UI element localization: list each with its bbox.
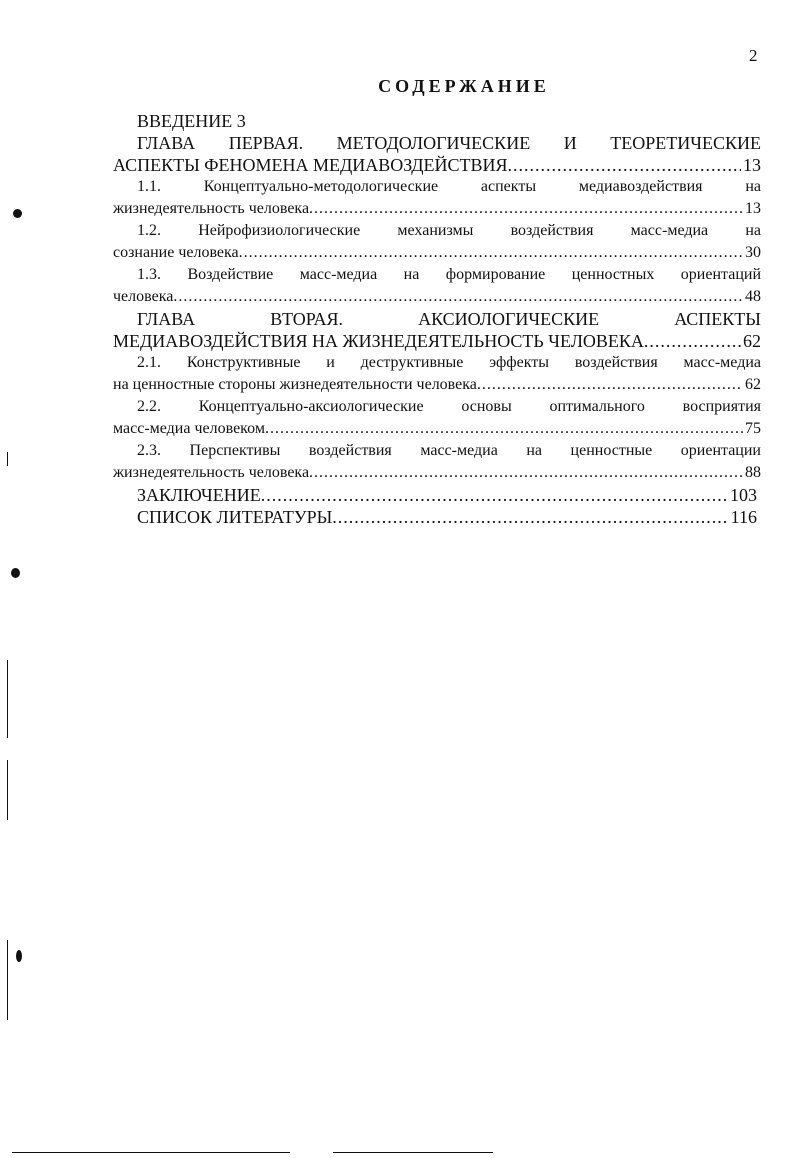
page-title: СОДЕРЖАНИЕ: [378, 76, 550, 96]
toc-entry-chapter-2: МЕДИАВОЗДЕЙСТВИЯ НА ЖИЗНЕДЕЯТЕЛЬНОСТЬ ЧЕЛОВЕКА ..... 62: [113, 330, 761, 352]
scan-edge-line: [7, 660, 8, 738]
scan-bottom-line: [12, 1152, 290, 1153]
toc-page-number: 62: [745, 376, 761, 393]
toc-entry-section-1-3-title: 1.3. Воздействие масс-медиа на формирование ценностных ориентаций: [137, 266, 761, 283]
toc-entry-section-2-1-title: 2.1. Конструктивные и деструктивные эффекты воздействия масс-медиа: [137, 354, 761, 371]
toc-entry-section-2-3-title: 2.3. Перспективы воздействия масс-медиа на ценностные ориентации: [137, 442, 761, 459]
toc-entry-chapter-1: АСПЕКТЫ ФЕНОМЕНА МЕДИАВОЗДЕЙСТВИЯ ..... 13: [113, 154, 761, 176]
toc-entry-section-2-2: масс-медиа человеком ..... 75: [113, 418, 761, 440]
page-number: 2: [749, 46, 758, 65]
toc-entry-chapter-2-title: ГЛАВА ВТОРАЯ. АКСИОЛОГИЧЕСКИЕ АСПЕКТЫ: [137, 309, 761, 329]
toc-entry-section-1-1: жизнедеятельность человека ..... 13: [113, 198, 761, 220]
toc-entry-conclusion: ЗАКЛЮЧЕНИЕ ..... 103: [113, 484, 757, 506]
scan-edge-line: [7, 760, 8, 820]
scan-bottom-line: [333, 1152, 493, 1153]
toc-entry-section-2-2-title: 2.2. Концептуально-аксиологические основы оптимального восприятия: [137, 398, 761, 415]
toc-page-number: 75: [745, 420, 761, 437]
toc-page-number: 88: [745, 464, 761, 481]
table-of-contents: [113, 110, 761, 528]
scan-speck: [13, 209, 22, 218]
scan-speck: [11, 568, 20, 578]
toc-entry-section-1-1-title: 1.1. Концептуально-методологические аспекты медиавоздействия на: [137, 178, 761, 195]
toc-page-number: 62: [743, 331, 761, 351]
toc-entry-section-1-2: сознание человека ..... 30: [113, 242, 761, 264]
scan-speck: [16, 950, 22, 962]
toc-page-number: 13: [743, 155, 761, 175]
toc-entry-section-1-2-title: 1.2. Нейрофизиологические механизмы воздействия масс-медиа на: [137, 222, 761, 239]
toc-page-number: 48: [745, 288, 761, 305]
toc-entry-introduction: ВВЕДЕНИЕ 3: [137, 111, 246, 131]
toc-page-number: 116: [730, 507, 757, 527]
toc-page-number: 103: [730, 485, 757, 505]
toc-entry-references: СПИСОК ЛИТЕРАТУРЫ ..... 116: [113, 506, 757, 528]
toc-entry-section-1-3: человека ..... 48: [113, 286, 761, 308]
scan-edge-line: [7, 940, 8, 1020]
toc-entry-section-2-1: на ценностные стороны жизнедеятельности человека ..... 62: [113, 374, 761, 396]
scan-edge-line: [7, 452, 8, 466]
toc-page-number: 30: [745, 244, 761, 261]
toc-entry-section-2-3: жизнедеятельность человека ..... 88: [113, 462, 761, 484]
toc-page-number: 13: [745, 200, 761, 217]
toc-entry-chapter-1-title: ГЛАВА ПЕРВАЯ. МЕТОДОЛОГИЧЕСКИЕ И ТЕОРЕТИЧЕСКИЕ: [137, 133, 761, 153]
